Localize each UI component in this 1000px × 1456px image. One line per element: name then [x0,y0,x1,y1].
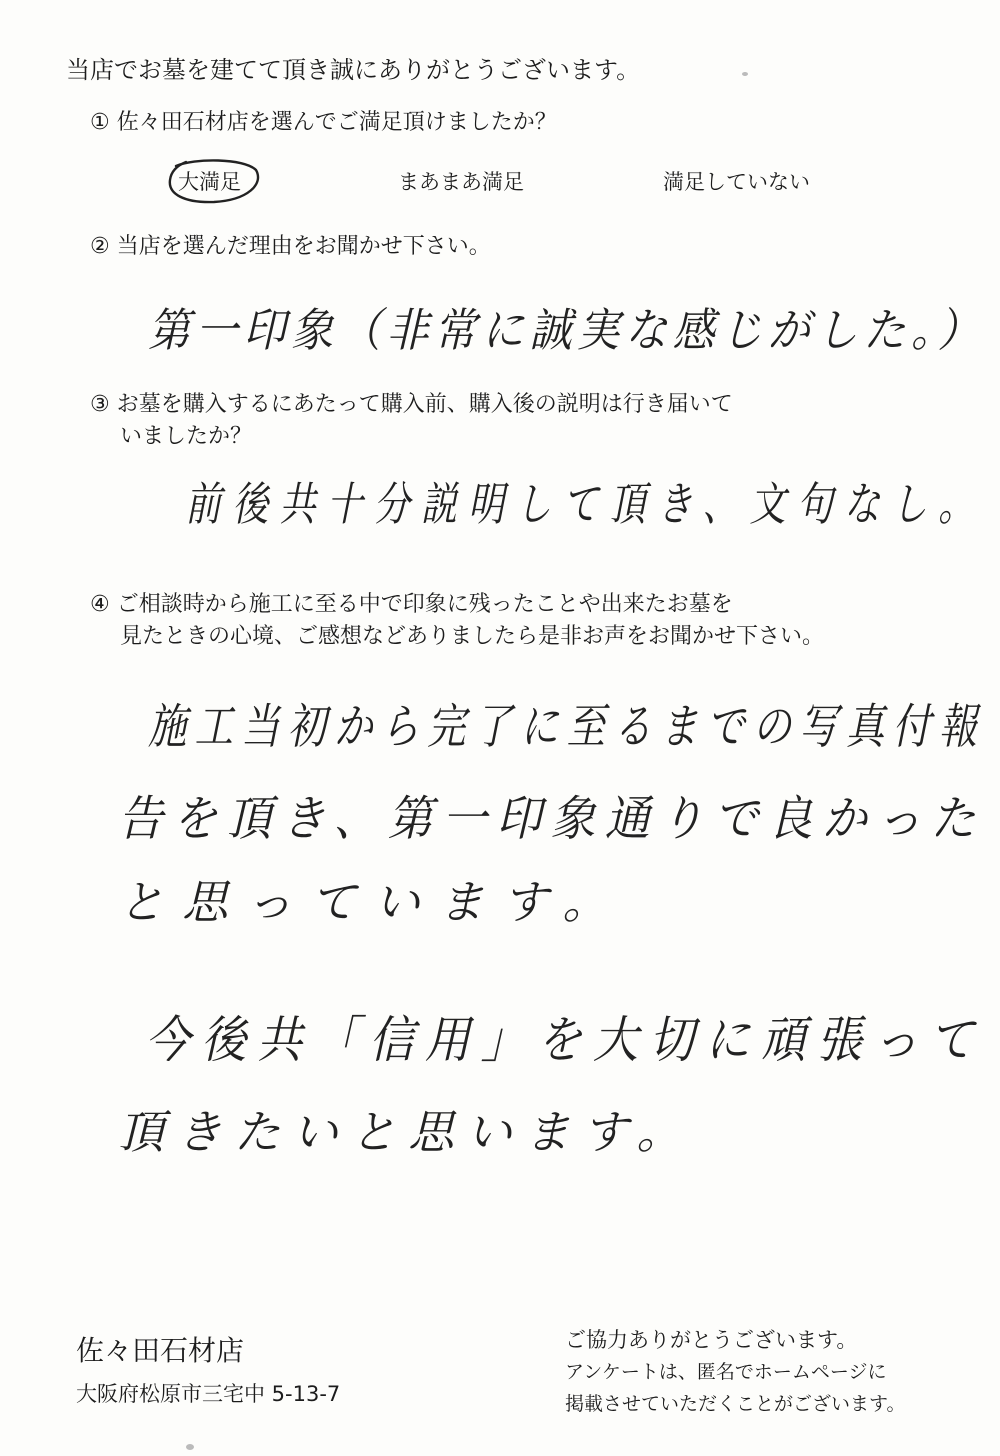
scan-speck [742,72,748,76]
answer-impression-line-1: 施工当初から完了に至るまでの写真付報 [148,699,986,755]
thanks-message: ご協力ありがとうございます。 [565,1328,858,1352]
question-4-line-2: 見たときの心境、ご感想などありましたら是非お声をお聞かせ下さい。 [120,624,825,649]
question-1: ① 佐々田石材店を選んでご満足頂けましたか？ [90,110,557,135]
option-somewhat-satisfied: まあまあ満足 [398,170,524,194]
shop-address: 大阪府松原市三宅中 5-13-7 [76,1382,341,1406]
question-2: ② 当店を選んだ理由をお聞かせ下さい。 [90,234,491,259]
answer-impression-line-5: 頂きたいと思います。 [118,1105,695,1159]
scan-speck [186,1444,194,1450]
answer-explanation: 前後共十分説明して頂き、文句なし。 [185,477,986,531]
publication-note-line-2: 掲載させていただくことがございます。 [565,1393,906,1415]
answer-impression-line-4: 今後共「信用」を大切に頑張って [145,1011,985,1069]
publication-note-line-1: アンケートは、匿名でホームページに [565,1361,887,1383]
answer-reason: 第一印象（非常に誠実な感じがした。） [148,303,986,357]
question-3-line-1: ③ お墓を購入するにあたって購入前、購入後の説明は行き届いて [90,392,733,417]
sheet-title: 当店でお墓を建てて頂き誠にありがとうございます。 [66,56,641,84]
option-not-satisfied: 満足していない [663,170,810,194]
answer-impression-line-2: 告を頂き、第一印象通りで良かった [118,791,985,847]
option-very-satisfied: 大満足 [178,170,241,194]
shop-name: 佐々田石材店 [76,1334,245,1367]
answer-impression-line-3: と思っています。 [118,875,627,929]
question-3-line-2: いましたか？ [120,424,253,449]
question-4-line-1: ④ ご相談時から施工に至る中で印象に残ったことや出来たお墓を [90,592,733,617]
